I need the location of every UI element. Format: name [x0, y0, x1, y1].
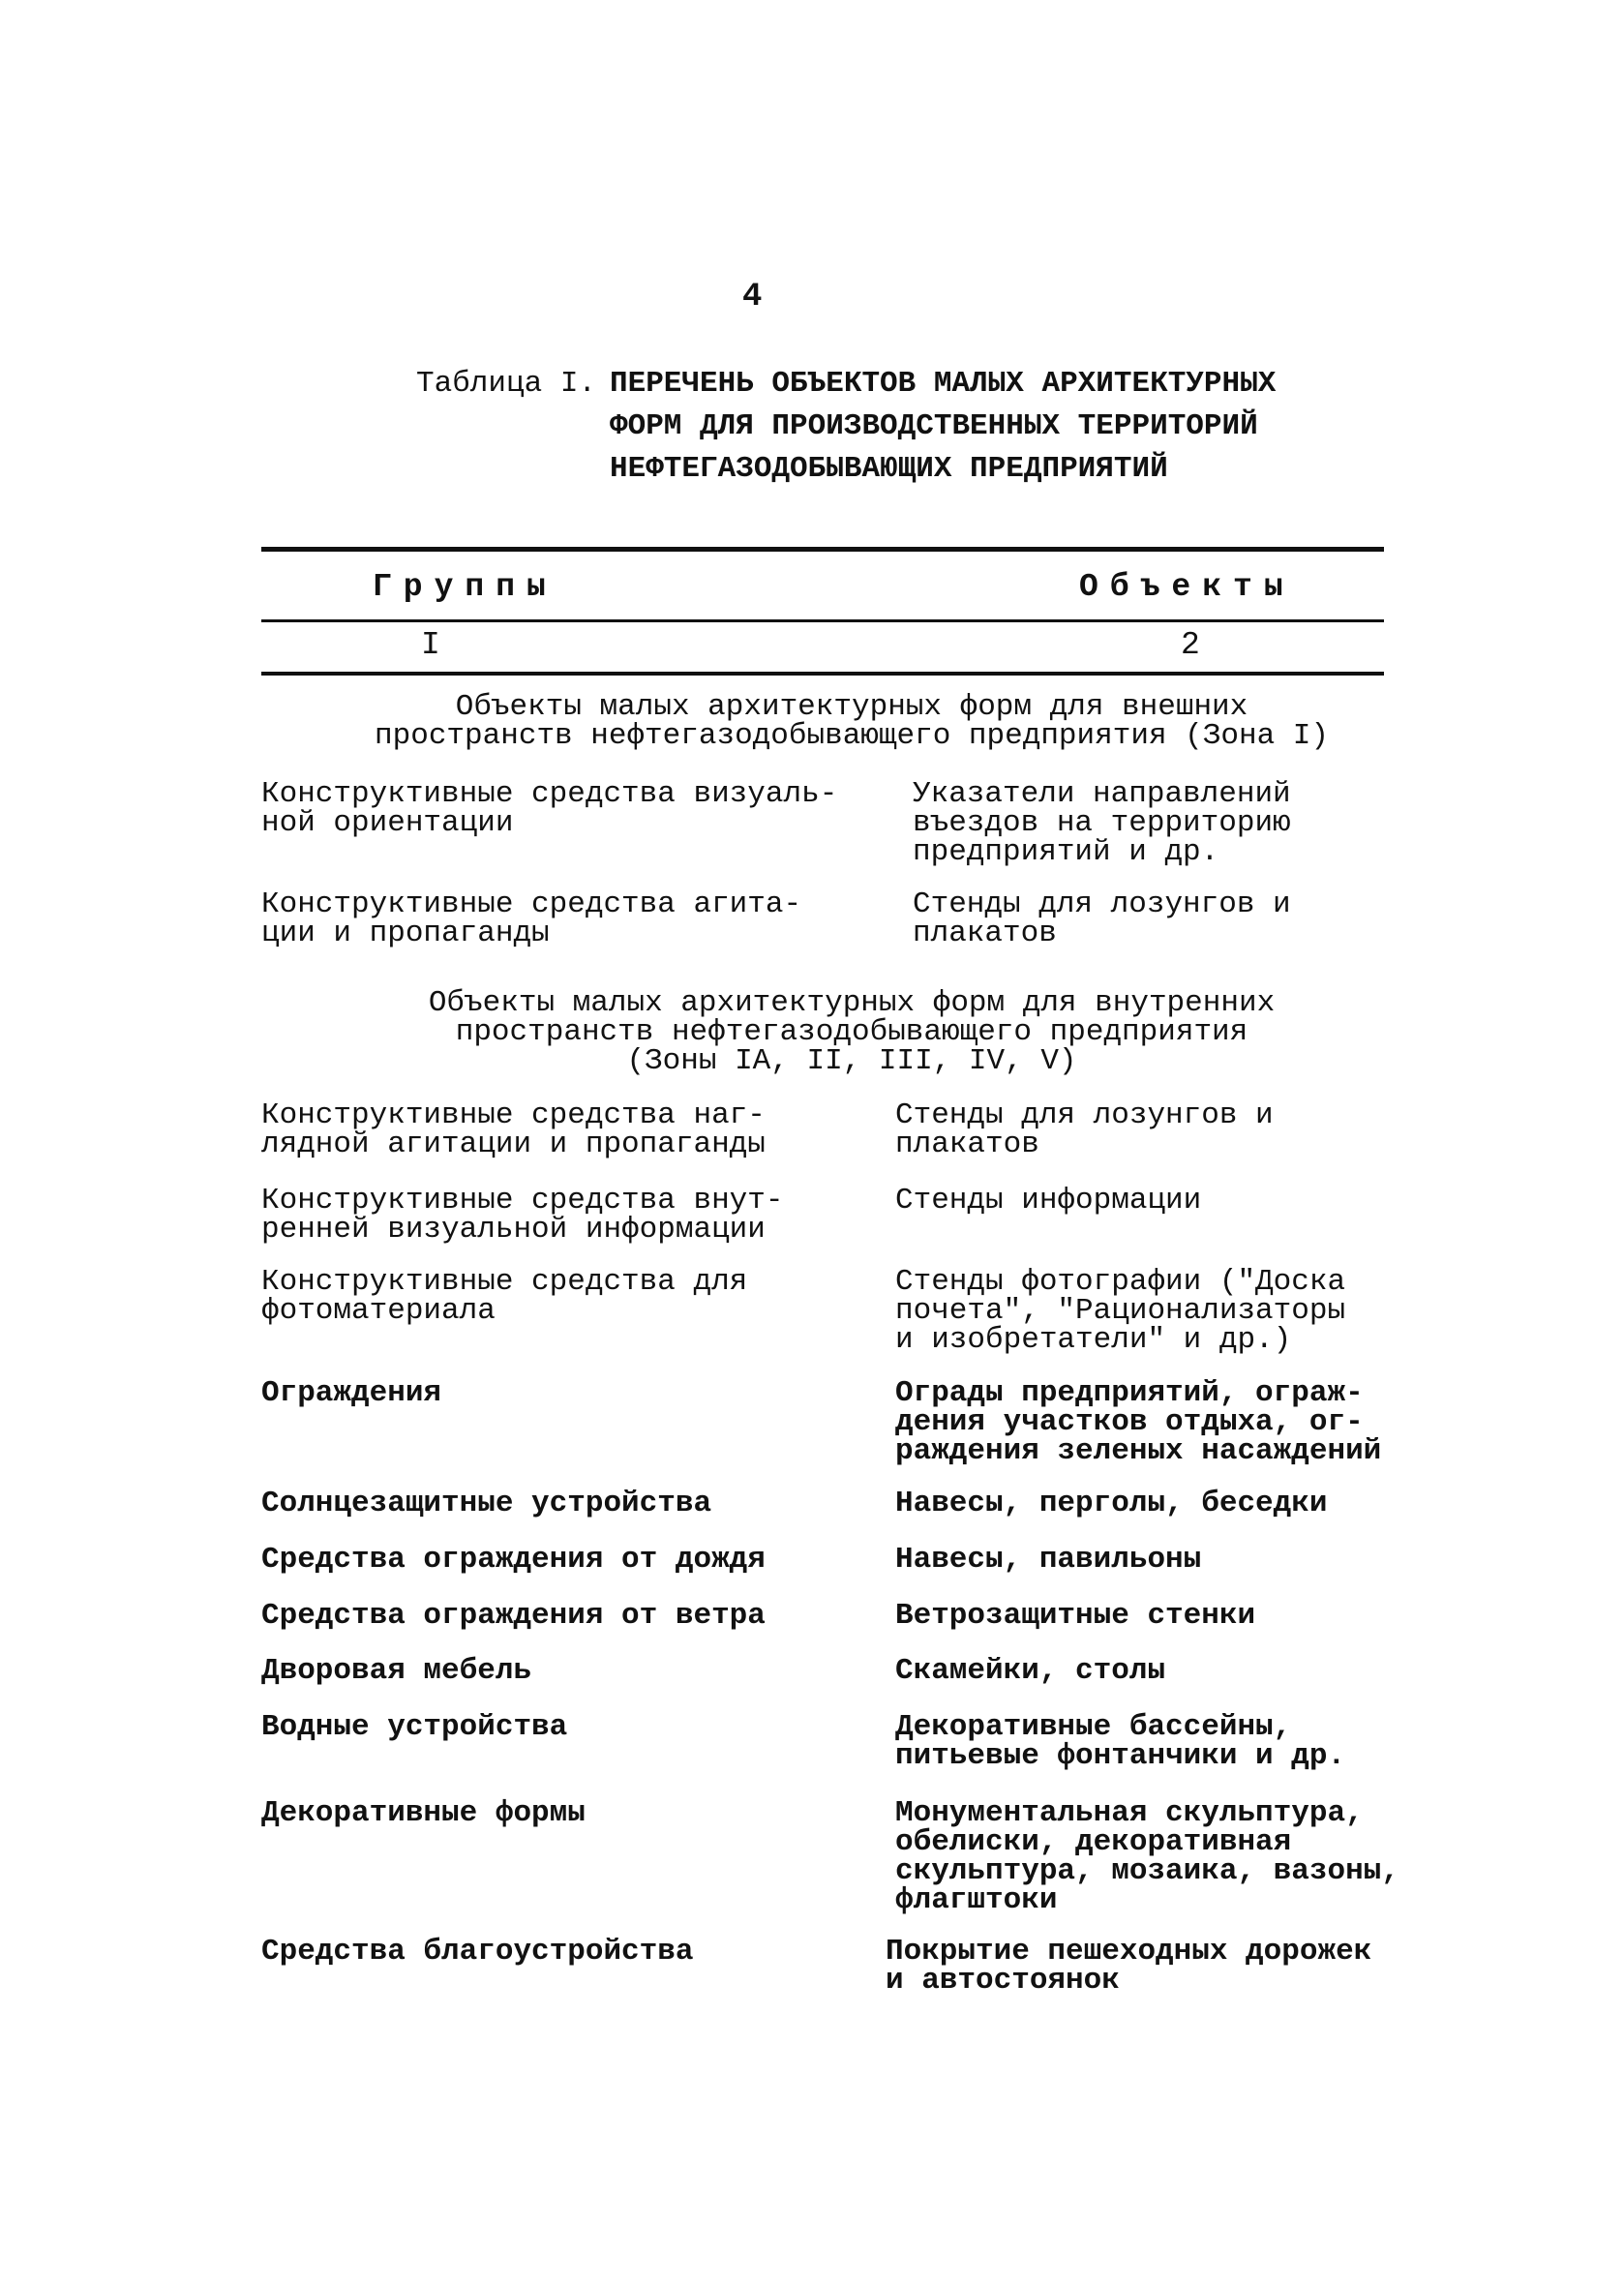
objects-cell: [895, 1184, 1437, 1218]
group-cell-line: Конструктивные средства агита-: [261, 887, 802, 921]
section-heading-line: (Зоны IA, II, III, IV, V): [626, 1044, 1077, 1078]
header-objects: Объекты: [1079, 569, 1295, 605]
objects-cell: [895, 1489, 1437, 1518]
objects-cell-line: Покрытие пешеходных дорожек: [886, 1935, 1372, 1969]
group-cell: [261, 1599, 852, 1633]
group-cell-line: Водные устройства: [261, 1710, 568, 1744]
group-cell: [261, 1543, 852, 1577]
objects-cell-line: Ограды предприятий, ограж-: [895, 1376, 1364, 1410]
objects-cell-line: Стенды фотографии ("Доска: [895, 1265, 1346, 1299]
objects-cell-line: въездов на территорию: [913, 806, 1291, 840]
group-cell: [261, 1098, 852, 1161]
objects-cell-line: флагштоки: [895, 1883, 1058, 1917]
caption-title-line: ПЕРЕЧЕНЬ ОБЪЕКТОВ МАЛЫХ АРХИТЕКТУРНЫХ: [610, 367, 1277, 401]
section-heading: [319, 986, 1384, 1078]
group-cell: [261, 1376, 852, 1410]
group-cell-line: Средства ограждения от ветра: [261, 1599, 766, 1633]
objects-cell-line: Навесы, перголы, беседки: [895, 1487, 1328, 1520]
objects-cell-line: плакатов: [895, 1127, 1039, 1161]
objects-cell-line: плакатов: [913, 917, 1057, 950]
section-heading-line: пространств нефтегазодобывающего предприятия: [455, 1015, 1248, 1049]
group-cell-line: Средства благоустройства: [261, 1935, 694, 1969]
objects-cell-line: предприятий и др.: [913, 835, 1219, 869]
group-cell-line: лядной агитации и пропаганды: [261, 1127, 766, 1161]
group-cell: [261, 777, 852, 840]
header-rule: [261, 619, 1384, 622]
group-cell-line: ренней визуальной информации: [261, 1213, 766, 1247]
group-cell-line: ции и пропаганды: [261, 917, 550, 950]
objects-cell: [895, 1098, 1437, 1161]
group-cell: [261, 1184, 852, 1247]
caption-title-line: ФОРМ ДЛЯ ПРОИЗВОДСТВЕННЫХ ТЕРРИТОРИЙ: [610, 409, 1258, 443]
objects-cell-line: и изобретатели" и др.): [895, 1323, 1292, 1357]
objects-cell-line: раждения зеленых насаждений: [895, 1434, 1382, 1468]
group-cell-line: фотоматериала: [261, 1294, 496, 1328]
objects-cell: [913, 777, 1455, 869]
objects-cell-line: Ветрозащитные стенки: [895, 1599, 1256, 1633]
group-cell-line: Декоративные формы: [261, 1796, 586, 1830]
section-heading-line: Объекты малых архитектурных форм для внутренних: [428, 986, 1276, 1020]
objects-cell-line: Скамейки, столы: [895, 1654, 1166, 1688]
group-cell-line: Ограждения: [261, 1376, 442, 1410]
group-cell: [261, 1265, 852, 1328]
objects-cell: [895, 1710, 1437, 1773]
group-cell-line: ной ориентации: [261, 806, 514, 840]
objects-cell: [895, 1599, 1437, 1633]
group-cell: [261, 1796, 852, 1830]
objects-cell-line: почета", "Рационализаторы: [895, 1294, 1346, 1328]
caption-label: Таблица I.: [416, 367, 597, 401]
objects-cell-line: скульптура, мозаика, вазоны,: [895, 1854, 1399, 1888]
column-number-2: 2: [1181, 627, 1200, 663]
group-cell-line: Дворовая мебель: [261, 1654, 532, 1688]
objects-cell-line: Декоративные бассейны,: [895, 1710, 1292, 1744]
objects-cell: [895, 1265, 1437, 1357]
group-cell: [261, 1489, 852, 1518]
objects-cell-line: и автостоянок: [886, 1964, 1120, 1998]
caption-title-line: НЕФТЕГАЗОДОБЫВАЮЩИХ ПРЕДПРИЯТИЙ: [610, 452, 1168, 486]
objects-cell-line: дения участков отдыха, ог-: [895, 1405, 1364, 1439]
group-cell-line: Конструктивные средства визуаль-: [261, 777, 838, 811]
section-heading-line: пространств нефтегазодобывающего предприятия (Зона I): [375, 719, 1329, 753]
objects-cell-line: обелиски, декоративная: [895, 1825, 1292, 1859]
objects-cell: [895, 1654, 1437, 1688]
header-groups: Группы: [373, 569, 557, 605]
objects-cell: [895, 1543, 1437, 1577]
group-cell: [261, 1654, 852, 1688]
objects-cell: [895, 1376, 1437, 1468]
page-number: 4: [742, 279, 763, 316]
objects-cell: [886, 1935, 1428, 1998]
objects-cell: [895, 1796, 1437, 1917]
table-caption: [416, 363, 1384, 491]
group-cell-line: Конструктивные средства для: [261, 1265, 748, 1299]
objects-cell: [913, 887, 1455, 950]
section-heading-line: Объекты малых архитектурных форм для внешних: [455, 690, 1248, 724]
objects-cell-line: Стенды информации: [895, 1184, 1202, 1218]
group-cell-line: Средства ограждения от дождя: [261, 1543, 766, 1577]
group-cell-line: Конструктивные средства внут-: [261, 1184, 784, 1218]
objects-cell-line: Стенды для лозунгов и: [913, 887, 1291, 921]
section-heading: [319, 690, 1384, 753]
table-top-rule: [261, 547, 1384, 552]
objects-cell-line: Монументальная скульптура,: [895, 1796, 1364, 1830]
objects-cell-line: Навесы, павильоны: [895, 1543, 1202, 1577]
column-number-1: I: [421, 627, 440, 663]
group-cell: [261, 887, 852, 950]
objects-cell-line: Указатели направлений: [913, 777, 1291, 811]
group-cell: [261, 1710, 852, 1744]
objects-cell-line: питьевые фонтанчики и др.: [895, 1739, 1346, 1773]
group-cell: [261, 1935, 852, 1969]
objects-cell-line: Стенды для лозунгов и: [895, 1098, 1274, 1132]
column-number-rule: [261, 672, 1384, 676]
group-cell-line: Солнцезащитные устройства: [261, 1487, 712, 1520]
group-cell-line: Конструктивные средства наг-: [261, 1098, 766, 1132]
